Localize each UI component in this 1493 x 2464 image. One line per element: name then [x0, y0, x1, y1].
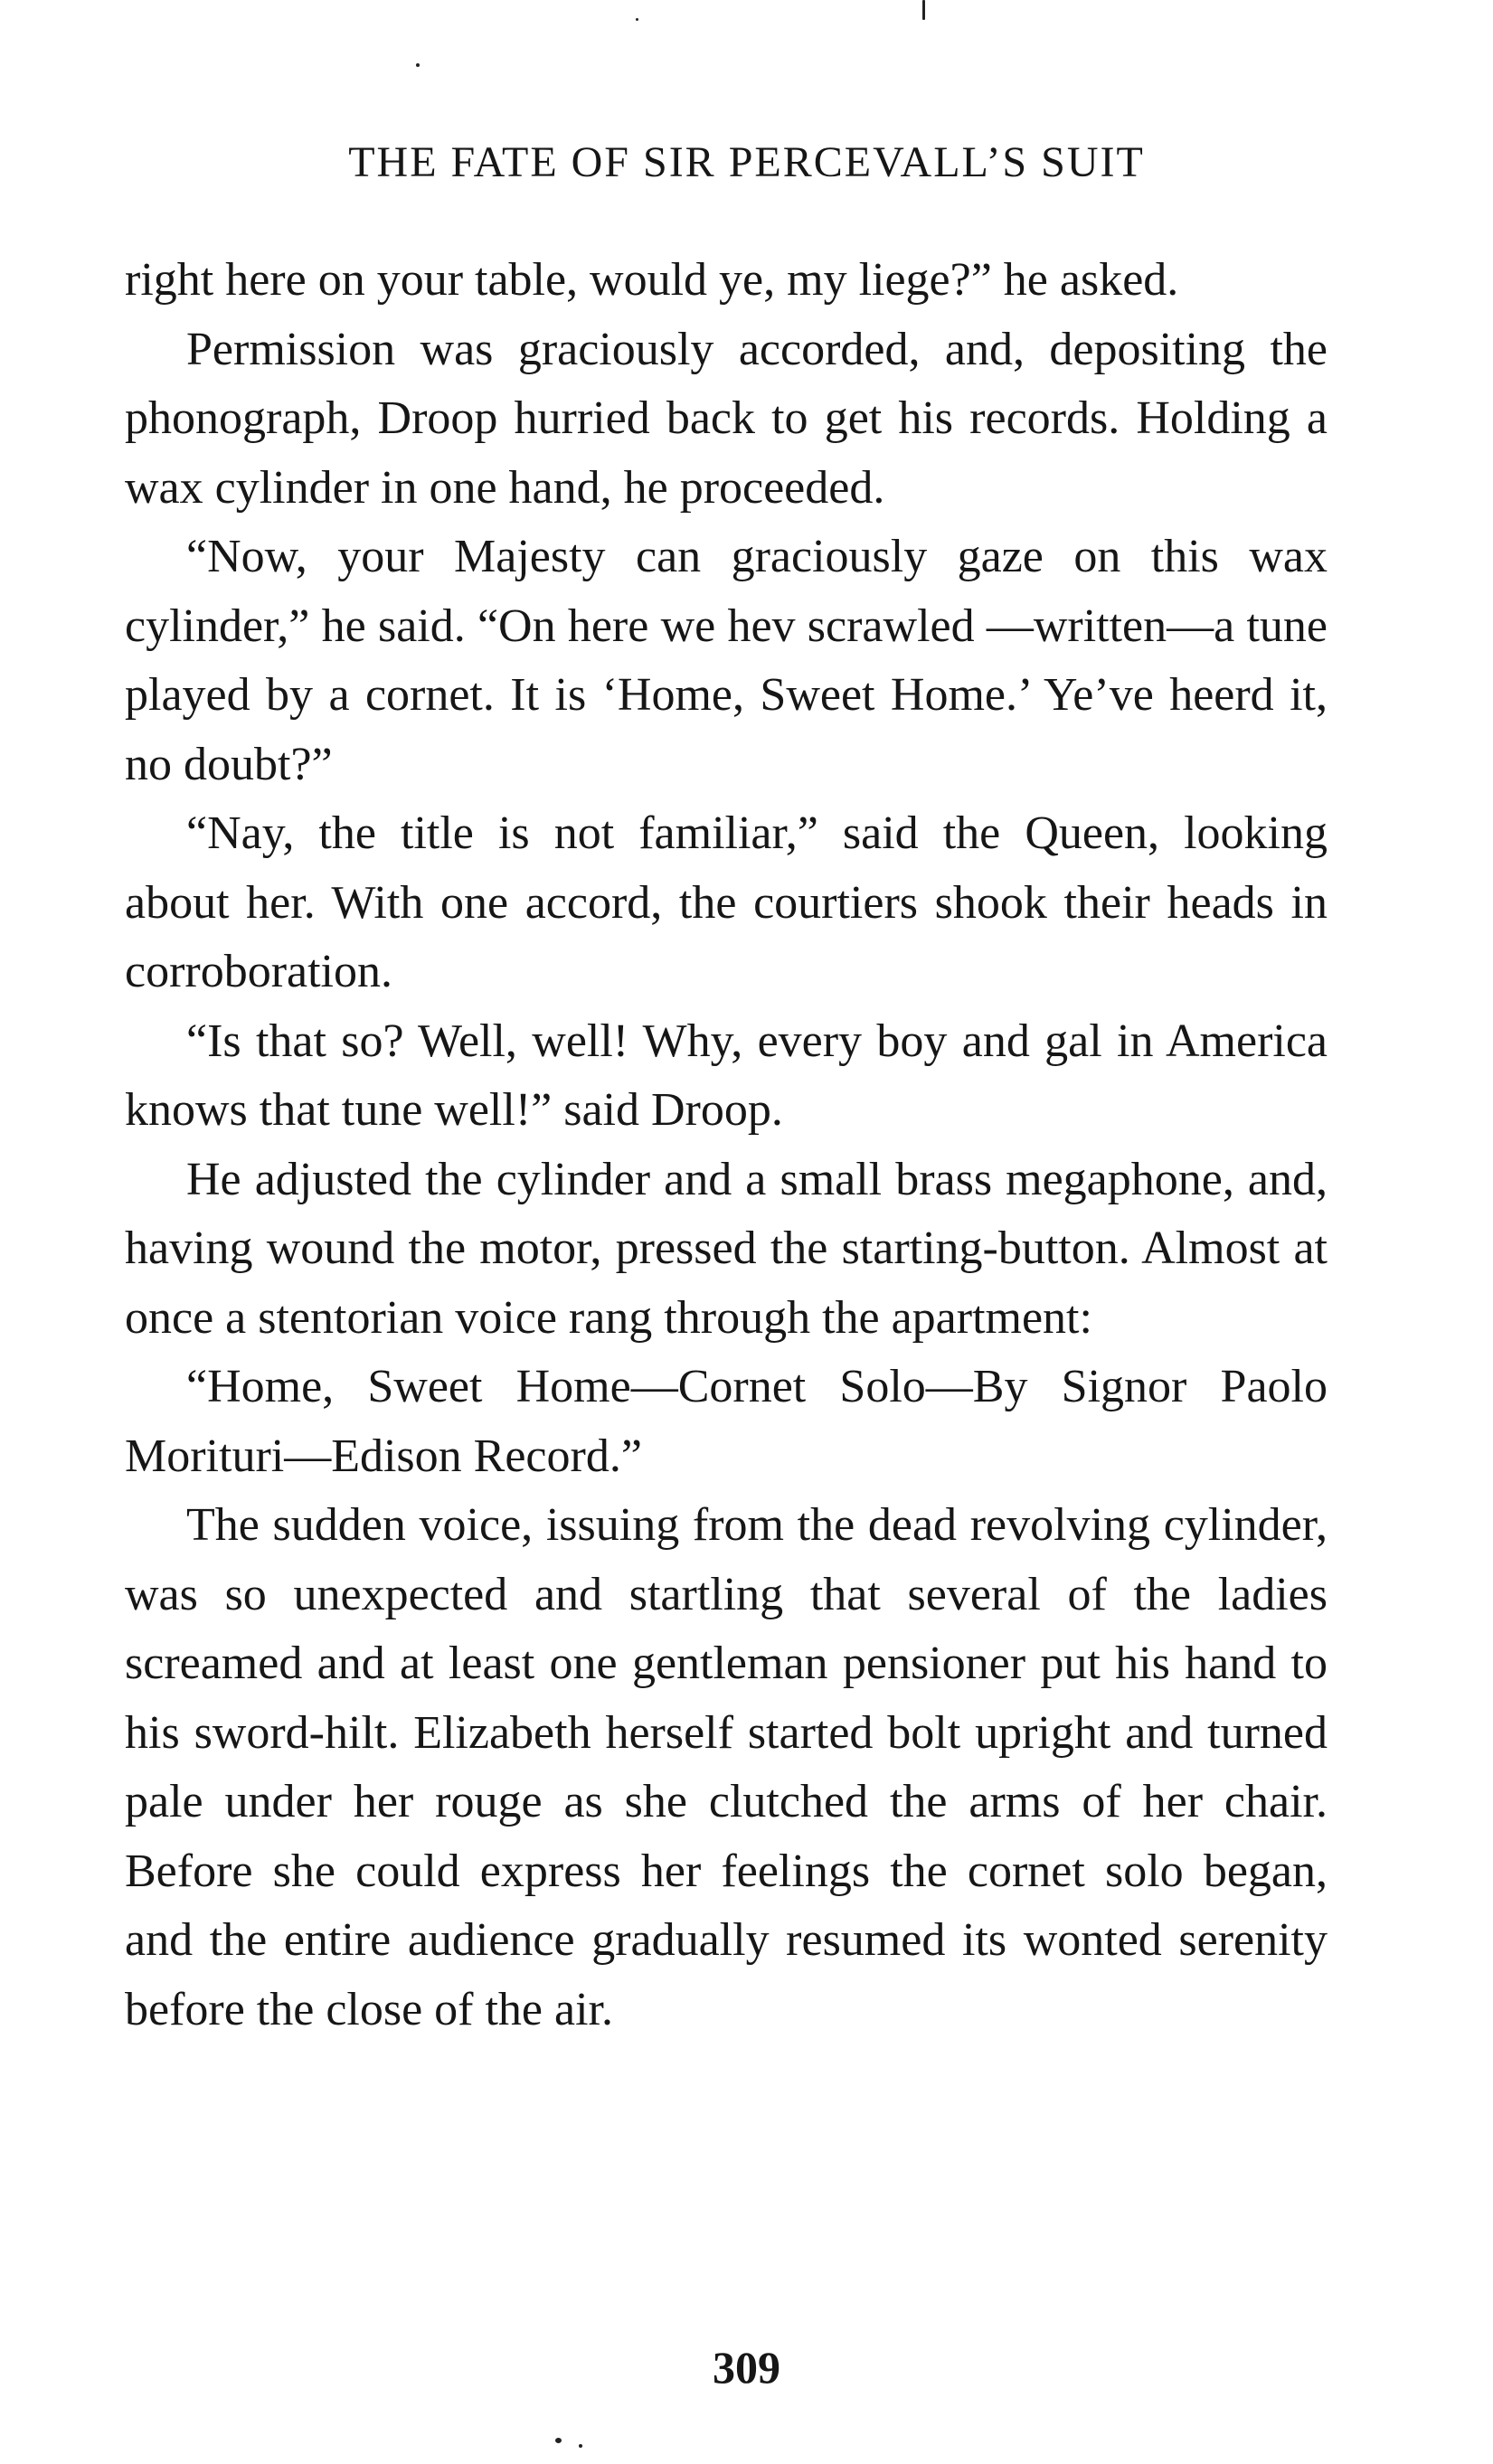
scan-speck — [922, 0, 925, 20]
running-header: THE FATE OF SIR PERCEVALL’S SUIT — [348, 138, 1145, 186]
paragraph: “Home, Sweet Home—Cornet Solo—By Signor Paolo Morituri—Edison Record.” — [125, 1361, 1328, 1482]
paragraph: The sudden voice, issuing from the dead revolving cylinder, was so unexpected and startling that several of the ladies screamed and at least one gentleman pensioner put his hand to his sword-hilt. Elizabeth herself started bolt upright and turned pale under her rouge as she clutched the arms of her chair. Before she could express her feelings the cornet solo began, and the entire audience gradually resumed its wonted serenity before the close of the air. — [125, 1499, 1328, 2035]
scan-speck — [579, 2444, 582, 2448]
paragraph: Permission was graciously accorded, and, depositing the phonograph, Droop hurried back to get his records. Holding a wax cylinder in one hand, he proceeded. — [125, 323, 1328, 514]
scan-speck — [636, 18, 638, 21]
paragraph: He adjusted the cylinder and a small brass megaphone, and, having wound the motor, pressed the starting-button. Almost at once a stentorian voice rang through the apartment: — [125, 1153, 1328, 1344]
paragraph: “Nay, the title is not familiar,” said the Queen, looking about her. With one accord, the courtiers shook their heads in corroboration. — [125, 807, 1328, 997]
paragraph: “Is that so? Well, well! Why, every boy and gal in America knows that tune well!” said Droop. — [125, 1015, 1328, 1136]
page-number: 309 — [713, 2342, 780, 2393]
scan-speck — [416, 63, 420, 67]
paragraph: “Now, your Majesty can graciously gaze on this wax cylinder,” he said. “On here we hev scrawled —written—a tune played by a cornet. It is ‘Home, Sweet Home.’ Ye’ve heerd it, no doubt?” — [125, 531, 1328, 790]
paragraph-continued: right here on your table, would ye, my liege?” he asked. — [125, 254, 1179, 306]
page-body-text — [125, 246, 1328, 2044]
scan-speck — [555, 2438, 562, 2443]
